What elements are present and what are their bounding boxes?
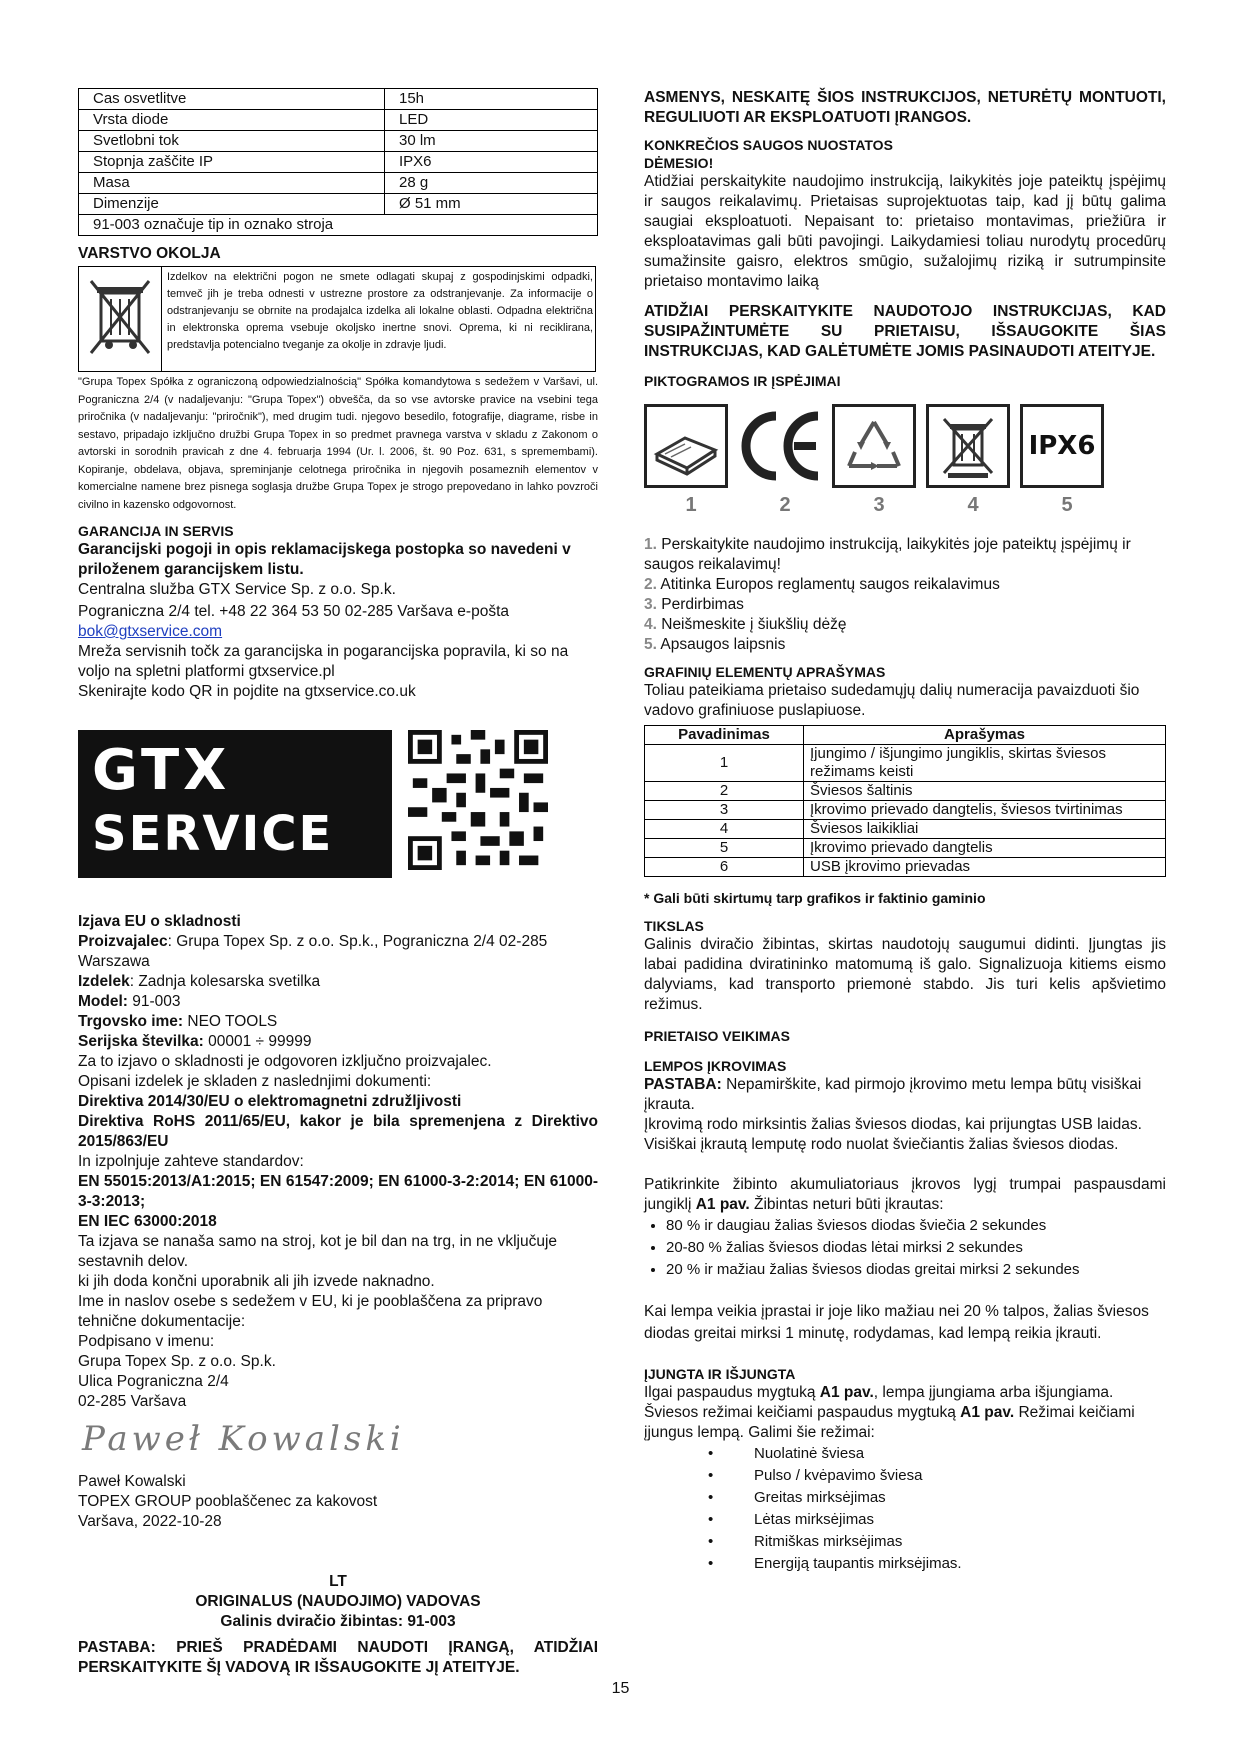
list-item: • Nuolatinė šviesa bbox=[708, 1443, 1166, 1465]
part-description: Įkrovimo prievado dangtelis bbox=[804, 839, 1166, 858]
right-column bbox=[644, 88, 1166, 1575]
table-row bbox=[645, 745, 1166, 782]
env-heading: VARSTVO OKOLJA bbox=[78, 245, 221, 262]
spec-key: Dimenzije bbox=[79, 194, 385, 215]
charge-levels-list bbox=[644, 1215, 1166, 1281]
spec-value: IPX6 bbox=[385, 152, 598, 173]
list-item: • Energiją taupantis mirksėjimas. bbox=[708, 1553, 1166, 1575]
page-number: 15 bbox=[611, 1680, 630, 1697]
spec-key: Cas osvetlitve bbox=[79, 89, 385, 110]
declaration-heading: Izjava EU o skladnosti bbox=[78, 913, 241, 930]
declaration-producer: Proizvajalec: Grupa Topex Sp. z o.o. Sp.k., Pograniczna 2/4 02-285 Warszawa bbox=[78, 933, 548, 970]
part-number: 1 bbox=[645, 745, 804, 782]
table-row bbox=[79, 173, 598, 194]
diff-note: * Gali būti skirtumų tarp grafikos ir faktinio gaminio bbox=[644, 890, 986, 906]
ce-mark-icon bbox=[738, 404, 822, 488]
recycling-icon bbox=[832, 404, 916, 488]
warranty-line2: Pograniczna 2/4 tel. +48 22 364 53 50 02-285 Varšava e-pošta bbox=[78, 603, 510, 620]
declaration-addr3: 02-285 Varšava bbox=[78, 1393, 187, 1410]
copyright-text: "Grupa Topex Spółka z ograniczoną odpowiedzialnością" Spółka komandytowa s sedežem v Varšavi, ul. Pograniczna 2/4 (v nadaljevanju: "Grupa Topex") obvešča, da so vse avtorske pravice na vsebini tega priročnika (v nadaljevanju: "priročnik"), med drugim tudi. njegovo besedilo, fotografije, diagrame, risbe in sestavo, pripadajo izključno družbi Grupa Topex in so predmet pravnega varstva v skladu z Zakonom o avtorski in sorodnih pravicah z dne 4. februarja 1994 (Ur. l. 2006, št. 90 Poz. 631, s spremembami). Kopiranje, obdelava, objava, spreminjanje celotnega priročnika in njegovih posameznih elementov v komercialne namene brez pisnega soglasja družbe Grupa Topex je strogo prepovedano in lahko povzroči civilno in kazensko odgovornost. bbox=[78, 376, 598, 511]
logo-qr-row bbox=[78, 730, 598, 878]
list-item: • Pulso / kvėpavimo šviesa bbox=[708, 1465, 1166, 1487]
declaration-name: Paweł Kowalski bbox=[78, 1473, 186, 1490]
declaration-trade-name: Trgovsko ime: NEO TOOLS bbox=[78, 1013, 278, 1030]
part-number: 4 bbox=[645, 820, 804, 839]
table-row bbox=[645, 820, 1166, 839]
warranty-bold: Garancijski pogoji in opis reklamacijskega postopka so navedeni v priloženem garancijskem listu. bbox=[78, 541, 571, 578]
table-row bbox=[79, 152, 598, 173]
charge-text: Įkrovimą rodo mirksintis žalias šviesos diodas, kai prijungtas USB laidas. Visiškai įkrautą lemputę rodo nuolat šviečiantis žalias šviesos diodas. bbox=[644, 1116, 1142, 1153]
list-item: • Lėtas mirksėjimas bbox=[708, 1509, 1166, 1531]
env-text: Izdelkov na električni pogon ne smete odlagati skupaj z gospodinjskimi odpadki, temveč jih je treba odnesti v ustrezne prostore za odstranjevanje. Za informacije o odstranjevanju se obrnite na prodajalca izdelka ali lokalne oblasti. Odpadna električna in elektronska oprema vsebuje okoljsko inertne snovi. Oprema, ki ni reciklirana, predstavlja potencialno tveganje za okolje in zdravje ljudi. bbox=[167, 271, 593, 351]
modes-text: Šviesos režimai keičiami paspaudus mygtuką A1 pav. Režimai keičiami įjungus lempą. Galimi šie režimai: bbox=[644, 1404, 1135, 1441]
part-number: 2 bbox=[645, 782, 804, 801]
charge-heading: LEMPOS ĮKROVIMAS bbox=[644, 1058, 787, 1074]
spec-value: 15h bbox=[385, 89, 598, 110]
table-row bbox=[645, 839, 1166, 858]
table-row bbox=[79, 194, 598, 215]
list-item: • 20 % ir mažiau žalias šviesos diodas greitai mirksi 2 sekundes bbox=[666, 1259, 1166, 1281]
table-row bbox=[79, 89, 598, 110]
crossed-bin-icon bbox=[79, 267, 162, 371]
onoff-heading: ĮJUNGTA IR IŠJUNGTA bbox=[644, 1366, 796, 1382]
declaration-person: Ime in naslov osebe s sedežem v EU, ki je pooblaščena za pripravo tehnične dokumentacije: bbox=[78, 1293, 543, 1330]
env-box bbox=[78, 266, 596, 372]
onoff-text: Ilgai paspaudus mygtuką A1 pav., lempa įjungiama arba išjungiama. bbox=[644, 1384, 1114, 1401]
part-number: 5 bbox=[645, 839, 804, 858]
list-item: • Ritmiškas mirksėjimas bbox=[708, 1531, 1166, 1553]
crossed-bin-icon bbox=[926, 404, 1010, 488]
table-row bbox=[79, 110, 598, 131]
spec-footer: 91-003 označuje tip in oznako stroja bbox=[79, 215, 598, 236]
purpose-heading: TIKSLAS bbox=[644, 918, 704, 934]
declaration-resp: Za to izjavo o skladnosti je odgovoren izključno proizvajalec. bbox=[78, 1053, 492, 1070]
part-description: Įjungimo / išjungimo jungiklis, skirtas šviesos režimams keisti bbox=[804, 745, 1166, 782]
spec-key: Stopnja zaščite IP bbox=[79, 152, 385, 173]
declaration-product: Izdelek: Zadnja kolesarska svetilka bbox=[78, 973, 321, 990]
graphic-intro: Toliau pateikiama prietaiso sudedamųjų dalių numeracija pavaizduoti šio vadovo grafiniuose puslapiuose. bbox=[644, 682, 1140, 719]
declaration-model: Model: 91-003 bbox=[78, 993, 181, 1010]
part-description: Šviesos šaltinis bbox=[804, 782, 1166, 801]
part-description: Įkrovimo prievado dangtelis, šviesos tvirtinimas bbox=[804, 801, 1166, 820]
declaration-serial: Serijska številka: 00001 ÷ 99999 bbox=[78, 1033, 312, 1050]
declaration-addr2: Ulica Pograniczna 2/4 bbox=[78, 1373, 229, 1390]
picto-heading: PIKTOGRAMOS IR ĮSPĖJIMAI bbox=[644, 373, 841, 389]
operation-heading: PRIETAISO VEIKIMAS bbox=[644, 1028, 790, 1044]
parts-table bbox=[644, 725, 1166, 877]
ipx6-rating-icon: IPX6 bbox=[1020, 404, 1104, 488]
signature: Paweł Kowalski bbox=[82, 1419, 405, 1459]
declaration-meets: In izpolnjuje zahteve standardov: bbox=[78, 1153, 304, 1170]
list-item: • 20-80 % žalias šviesos diodas lėtai mirksi 2 sekundes bbox=[666, 1237, 1166, 1259]
pictogram-row bbox=[644, 404, 1166, 488]
table-row bbox=[645, 801, 1166, 820]
charge-note: PASTABA: Nepamirškite, kad pirmojo įkrovimo metu lempa būtų visiškai įkrauta. bbox=[644, 1076, 1142, 1113]
spec-table bbox=[78, 88, 598, 236]
lt-note: PASTABA: PRIEŠ PRADĖDAMI NAUDOTI ĮRANGĄ, ATIDŽIAI PERSKAITYKITE ŠĮ VADOVĄ IR IŠSAUGOKITE JĮ ATEITYJE. bbox=[78, 1639, 598, 1676]
left-column bbox=[78, 88, 598, 1678]
part-description: USB įkrovimo prievadas bbox=[804, 858, 1166, 877]
table-row bbox=[79, 131, 598, 152]
declaration-added: ki jih doda končni uporabnik ali jih izvede naknadno. bbox=[78, 1273, 435, 1290]
spec-value: 28 g bbox=[385, 173, 598, 194]
lt-subtitle: Galinis dviračio žibintas: 91-003 bbox=[220, 1613, 456, 1630]
part-number: 3 bbox=[645, 801, 804, 820]
warranty-line3: Mreža servisnih točk za garancijska in pogarancijska popravila, ki so na voljo na spletni platformi gtxservice.pl bbox=[78, 643, 569, 680]
parts-header-name: Pavadinimas bbox=[645, 726, 804, 745]
declaration-signed: Podpisano v imenu: bbox=[78, 1333, 215, 1350]
attention: DĖMESIO! bbox=[644, 155, 714, 171]
spec-value: Ø 51 mm bbox=[385, 194, 598, 215]
warranty-line4: Skenirajte kodo QR in pojdite na gtxservice.co.uk bbox=[78, 683, 416, 700]
declaration-dir2: Direktiva RoHS 2011/65/EU, kakor je bila spremenjena z Direktivo 2015/863/EU bbox=[78, 1113, 598, 1150]
part-description: Šviesos laikikliai bbox=[804, 820, 1166, 839]
low-battery-text: Kai lempa veikia įprastai ir joje liko mažiau nei 20 % talpos, žalias šviesos diodas greitai mirksi 1 minutę, rodydamas, kad lempą reikia įkrauti. bbox=[644, 1303, 1149, 1342]
safety-heading: KONKREČIOS SAUGOS NUOSTATOS bbox=[644, 137, 893, 153]
parts-header-desc: Aprašymas bbox=[804, 726, 1166, 745]
warning-2: ATIDŽIAI PERSKAITYKITE NAUDOTOJO INSTRUKCIJAS, KAD SUSIPAŽINTUMĖTE SU PRIETAISU, IŠSAUGOKITE ŠIAS INSTRUKCIJAS, KAD GALĖTUMĖTE JOMIS PASINAUDOTI ATEITYJE. bbox=[644, 303, 1166, 360]
spec-key: Masa bbox=[79, 173, 385, 194]
lt-header bbox=[78, 1572, 598, 1678]
lt-title: ORIGINALUS (NAUDOJIMO) VADOVAS bbox=[195, 1593, 481, 1610]
table-row bbox=[645, 782, 1166, 801]
safety-text: Atidžiai perskaitykite naudojimo instrukciją, laikykitės joje pateiktų įspėjimų ir saugos reikalavimų. Prietaisas suprojektuotas taip, kad jį būtų galima saugiai eksploatuoti. Nepaisant to: prietaiso montavimas, priežiūra ir eksploatavimas gali būti pavojingi. Laikydamiesi toliau nurodytų procedūrų sumažinsite gaisro, elektros smūgio, sužalojimų riziką ir sutrumpinsite prietaiso montavimo laiką bbox=[644, 173, 1166, 290]
warning-1: ASMENYS, NESKAITĘ ŠIOS INSTRUKCIJOS, NETURĖTŲ MONTUOTI, REGULIUOTI AR EKSPLOATUOTI ĮRANGOS. bbox=[644, 89, 1166, 126]
purpose-text: Galinis dviračio žibintas, skirtas naudotojų saugumui didinti. Įjungtas jis labai padidina dviratininko matomumą iš galo. Signalizuoja kitiems eismo dalyviams, kad transporto priemonė stabdo. Jis turi kelis apšvietimo režimus. bbox=[644, 936, 1166, 1013]
declaration-applies: Ta izjava se nanaša samo na stroj, kot je bil dan na trg, in ne vključuje sestavnih delov. bbox=[78, 1233, 558, 1270]
warranty-heading: GARANCIJA IN SERVIS bbox=[78, 523, 234, 539]
spec-key: Svetlobni tok bbox=[79, 131, 385, 152]
warranty-line1: Centralna služba GTX Service Sp. z o.o. Sp.k. bbox=[78, 581, 396, 598]
spec-value: LED bbox=[385, 110, 598, 131]
declaration-addr1: Grupa Topex Sp. z o.o. Sp.k. bbox=[78, 1353, 276, 1370]
declaration-place-date: Varšava, 2022-10-28 bbox=[78, 1513, 222, 1530]
declaration-std1: EN 55015:2013/A1:2015; EN 61547:2009; EN 61000-3-2:2014; EN 61000-3-3:2013; bbox=[78, 1173, 598, 1210]
lt-lang: LT bbox=[329, 1573, 347, 1590]
picto-list: 1. Perskaitykite naudojimo instrukciją, laikykitės joje pateiktų įspėjimų ir saugos reikalavimų! 2. Atitinka Europos reglamentų saugos reikalavimus 3. Perdirbimas 4. Neišmeskite į šiukšlių dėžę 5. Apsaugos laipsnis bbox=[644, 536, 1131, 653]
part-number: 6 bbox=[645, 858, 804, 877]
spec-key: Vrsta diode bbox=[79, 110, 385, 131]
declaration-dir1: Direktiva 2014/30/EU o elektromagnetni združljivosti bbox=[78, 1093, 462, 1110]
check-text: Patikrinkite žibinto akumuliatoriaus įkrovos lygį trumpai paspausdami jungiklį A1 pav. Žibintas neturi būti įkrautas: bbox=[644, 1176, 1166, 1213]
warranty-email-link[interactable]: bok@gtxservice.com bbox=[78, 623, 223, 640]
declaration-compliant: Opisani izdelek je skladen z naslednjimi dokumenti: bbox=[78, 1073, 432, 1090]
qr-code[interactable] bbox=[408, 730, 548, 870]
list-item: • Greitas mirksėjimas bbox=[708, 1487, 1166, 1509]
declaration-role: TOPEX GROUP pooblaščenec za kakovost bbox=[78, 1493, 378, 1510]
declaration bbox=[78, 912, 598, 1532]
table-row bbox=[645, 858, 1166, 877]
modes-list bbox=[644, 1443, 1166, 1575]
graphic-heading: GRAFINIŲ ELEMENTŲ APRAŠYMAS bbox=[644, 664, 886, 680]
manual-book-icon bbox=[644, 404, 728, 488]
declaration-std2: EN IEC 63000:2018 bbox=[78, 1213, 217, 1230]
gtx-service-logo: GTX SERVICE bbox=[78, 730, 392, 878]
list-item: • 80 % ir daugiau žalias šviesos diodas šviečia 2 sekundes bbox=[666, 1215, 1166, 1237]
spec-value: 30 lm bbox=[385, 131, 598, 152]
pictogram-numbers: 1 2 3 4 5 bbox=[685, 494, 1073, 516]
